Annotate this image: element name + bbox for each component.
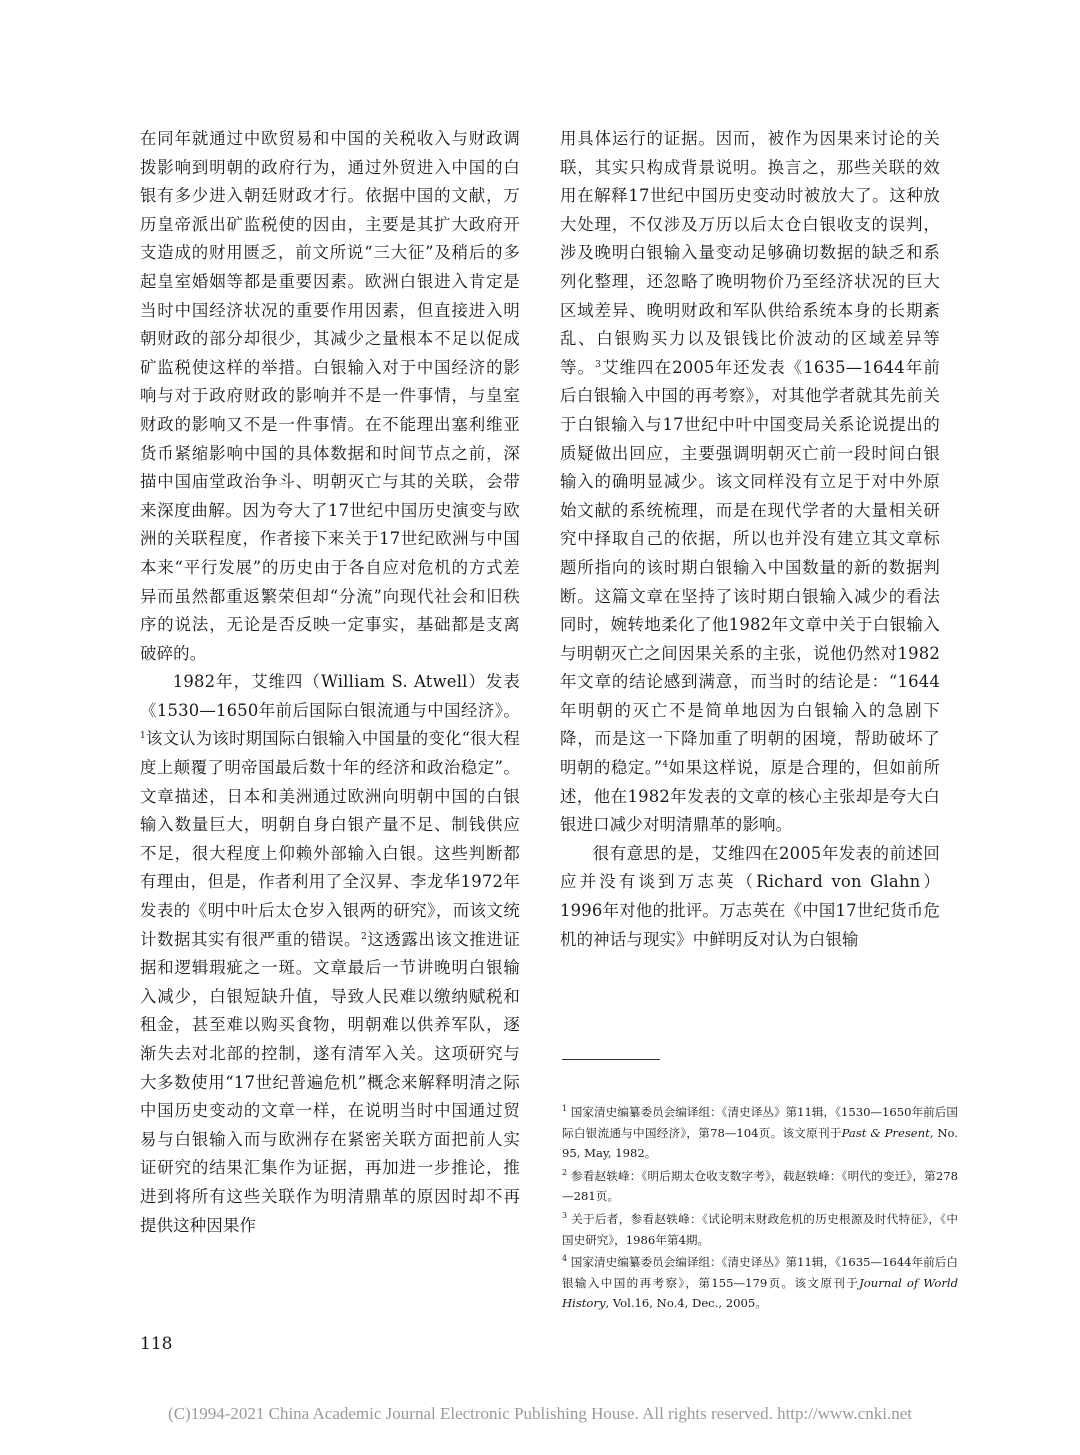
footnotes — [562, 1102, 958, 1316]
left-column — [140, 125, 520, 1240]
copyright-notice: (C)1994-2021 China Academic Journal Electronic Publishing House. All rights reserved. http://www.cnki.net — [168, 1404, 912, 1423]
journal-title: Past & Present — [841, 1125, 930, 1140]
body-paragraph — [140, 668, 520, 1240]
right-column — [560, 125, 940, 954]
footnote-text: 参看赵轶峰：《明后期太仓收支数字考》，载赵轶峰：《明代的变迁》，第278—281页。 — [562, 1168, 958, 1204]
footnote-number: 3 — [562, 1210, 568, 1220]
footnote-ref[interactable]: 3 — [595, 359, 602, 370]
footnote-number: 4 — [562, 1254, 568, 1264]
footnote-number: 2 — [562, 1167, 568, 1177]
footnote — [562, 1209, 958, 1250]
body-paragraph: 在同年就通过中欧贸易和中国的关税收入与财政调拨影响到明朝的政府行为，通过外贸进入中国的白银有多少进入朝廷财政才行。依据中国的文献，万历皇帝派出矿监税使的因由，主要是其扩大政府开支造成的财用匮乏，前文所说“三大征”及稍后的多起皇室婚姻等都是重要因素。欧洲白银进入肯定是当时中国经济状况的重要作用因素，但直接进入明朝财政的部分却很少，其减少之量根本不足以促成矿监税使这样的举措。白银输入对于中国经济的影响与对于政府财政的影响并不是一件事情，与皇室财政的影响又不是一件事情。在不能理出塞利维亚货币紧缩影响中国的具体数据和时间节点之前，深描中国庙堂政治争斗、明朝灭亡与其的关联，会带来深度曲解。因为夸大了17世纪中国历史演变与欧洲的关联程度，作者接下来关于17世纪欧洲与中国本来“平行发展”的历史由于各自应对危机的方式差异而虽然都重返繁荣但却“分流”向现代社会和旧秩序的说法，无论是否反映一定事实，基础都是支离破碎的。 — [140, 129, 520, 663]
footnote-number: 1 — [562, 1104, 568, 1113]
paragraph-text: 该文认为该时期国际白银输入中国量的变化“很大程度上颠覆了明帝国最后数十年的经济和政治稳定”。文章描述，日本和美洲通过欧洲向明朝中国的白银输入数量巨大，明朝自身白银产量不足、制钱供应不足，很大程度上仰赖外部输入白银。这些判断都有理由，但是，作者利用了全汉昇、李龙华1972年发表的《明中叶后太仓岁入银两的研究》，而该文统计数据其实有很严重的错误。 — [140, 729, 520, 949]
footnote-text: 国家清史编纂委员会编译组：《清史译丛》第11辑，《1530—1650年前后国际白银流通与中国经济》，第78—104页。该文原刊于 — [562, 1105, 958, 1140]
footnote-text: 国家清史编纂委员会编译组：《清史译丛》第11辑，《1635—1644年前后白银输入中国的再考察》，第155—179页。该文原刊于 — [562, 1255, 958, 1290]
footnote-text: 关于后者，参看赵轶峰：《试论明末财政危机的历史根源及时代特征》，《中国史研究》，1986年第4期。 — [562, 1211, 958, 1247]
body-paragraph — [560, 125, 940, 840]
paragraph-text: 这透露出该文推进证据和逻辑瑕疵之一斑。文章最后一节讲晚明白银输入减少，白银短缺升值，导致人民难以缴纳赋税和租金，甚至难以购买食物，明朝难以供养军队，逐渐失去对北部的控制，遂有清军入关。这项研究与大多数使用“17世纪普遍危机”概念来解释明清之际中国历史变动的文章一样，在说明当时中国通过贸易与白银输入而与欧洲存在紧密关联方面把前人实证研究的结果汇集作为证据，再加进一步推论，推进到将所有这些关联作为明清鼎革的原因时却不再提供这种因果作 — [140, 929, 520, 1235]
paragraph-text: 艾维四在2005年还发表《1635—1644年前后白银输入中国的再考察》，对其他学者就其先前关于白银输入与17世纪中叶中国变局关系论说提出的质疑做出回应，主要强调明朝灭亡前一段时间白银输入的确明显减少。该文同样没有立足于对中外原始文献的系统梳理，而是在现代学者的大量相关研究中择取自己的依据，所以也并没有建立其文章标题所指向的该时期白银输入中国数量的新的数据判断。这篇文章在坚持了该时期白银输入减少的看法同时，婉转地柔化了他1982年文章中关于白银输入与明朝灭亡之间因果关系的主张，说他仍然对1982年文章的结论感到满意，而当时的结论是：“1644年明朝的灭亡不是简单地因为白银输入的急剧下降，而是这一下降加重了明朝的困境，帮助破坏了明朝的稳定。” — [560, 357, 940, 778]
footnote-ref[interactable]: 1 — [140, 731, 146, 742]
footnote-ref[interactable]: 2 — [361, 931, 367, 942]
page-number: 118 — [140, 1334, 173, 1354]
footnote — [562, 1252, 958, 1314]
paragraph-text: 1982年，艾维四（William S. Atwell）发表《1530—1650年前后国际白银流通与中国经济》。 — [140, 672, 520, 720]
footnote-ref[interactable]: 4 — [662, 760, 669, 771]
footnote-text: , Vol.16, No.4, Dec., 2005。 — [605, 1296, 767, 1311]
journal-title: Journal of World History — [562, 1275, 958, 1311]
paragraph-text: 如果这样说，原是合理的，但如前所述，他在1982年发表的文章的核心主张却是夸大白银进口减少对明清鼎革的影响。 — [560, 758, 940, 835]
footnote — [562, 1102, 958, 1164]
footnote-text: , No. 95, May, 1982。 — [562, 1125, 958, 1161]
footnote-divider — [562, 1059, 660, 1060]
paragraph-text: 用具体运行的证据。因而，被作为因果来讨论的关联，其实只构成背景说明。换言之，那些关联的效用在解释17世纪中国历史变动时被放大了。这种放大处理，不仅涉及万历以后太仓白银收支的误判，涉及晚明白银输入量变动足够确切数据的缺乏和系列化整理，还忽略了晚明物价乃至经济状况的巨大区域差异、晚明财政和军队供给系统本身的长期紊乱、白银购买力以及银钱比价波动的区域差异等等。 — [560, 129, 940, 377]
footnote — [562, 1166, 958, 1207]
body-paragraph: 很有意思的是，艾维四在2005年发表的前述回应并没有谈到万志英（Richard von Glahn）1996年对他的批评。万志英在《中国17世纪货币危机的神话与现实》中鲜明反对认为白银输 — [560, 843, 940, 949]
